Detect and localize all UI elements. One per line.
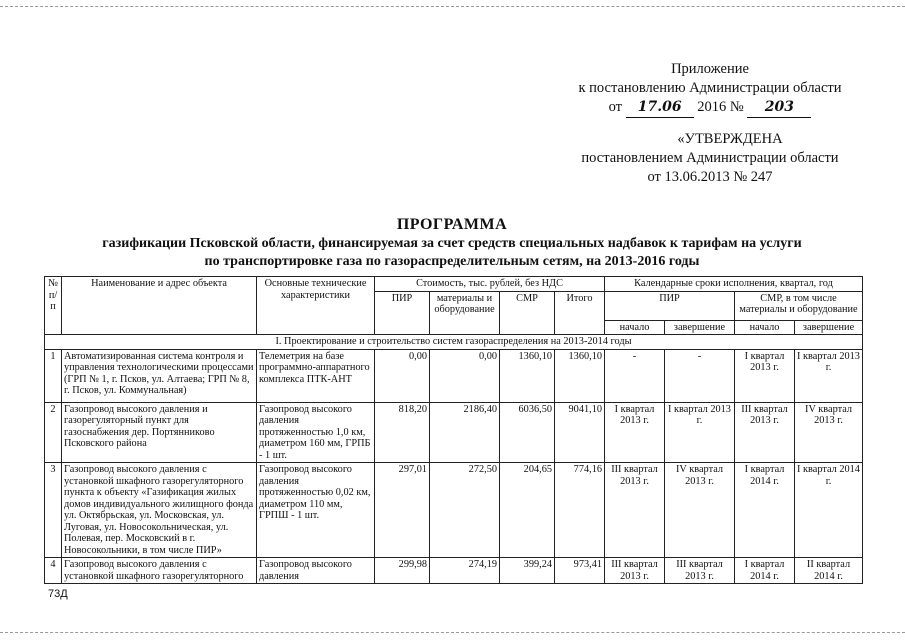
row-specs: Газопровод высокого давления [257,558,375,584]
header-end-smr: завершение [795,320,863,335]
row-materials: 2186,40 [430,402,500,463]
header-cal-smr: СМР, в том числе материалы и оборудование [735,291,863,320]
header-materials: материалы и оборудование [430,291,500,335]
row-smr-end: II квартал 2014 г. [795,558,863,584]
appendix-line2: к постановлению Администрации области [578,80,842,96]
row-smr: 6036,50 [500,402,555,463]
header-start-smr: начало [735,320,795,335]
handwritten-date: 17.06 [626,98,694,118]
approved-line1: «УТВЕРЖДЕНА [677,131,783,147]
row-smr: 204,65 [500,463,555,558]
row-total: 774,16 [555,463,605,558]
row-pir-end: IV квартал 2013 г. [665,463,735,558]
row-smr: 399,24 [500,558,555,584]
row-total: 9041,10 [555,402,605,463]
row-materials: 0,00 [430,349,500,402]
row-specs: Телеметрия на базе программно-аппаратного комплекса ПТК-АНТ [257,349,375,402]
row-total: 973,41 [555,558,605,584]
header-name: Наименование и адрес объекта [62,277,257,335]
appendix-date-line [560,98,860,118]
appendix-from-label: от [608,99,623,115]
approved-line2: постановлением Администрации области [581,150,839,166]
row-pir-start: I квартал 2013 г. [605,402,665,463]
header-cal-pir: ПИР [605,291,735,320]
row-total: 1360,10 [555,349,605,402]
row-pir-end: - [665,349,735,402]
row-smr-end: IV квартал 2013 г. [795,402,863,463]
row-smr-start: III квартал 2013 г. [735,402,795,463]
row-pir: 818,20 [375,402,430,463]
row-smr-end: I квартал 2013 г. [795,349,863,402]
row-num: 4 [45,558,62,584]
header-num: № п/п [45,277,62,335]
program-table [44,276,863,584]
approved-block [560,130,860,187]
row-smr: 1360,10 [500,349,555,402]
row-materials: 274,19 [430,558,500,584]
header-calendar: Календарные сроки исполнения, квартал, год [605,277,863,292]
row-pir-start: - [605,349,665,402]
row-smr-start: I квартал 2014 г. [735,463,795,558]
top-dashed-edge [0,6,905,7]
table-row [45,402,863,463]
row-pir-start: III квартал 2013 г. [605,463,665,558]
row-pir: 297,01 [375,463,430,558]
row-specs: Газопровод высокого давления протяженностью 0,02 км, диаметром 110 мм, ГРПШ - 1 шт. [257,463,375,558]
appendix-year: 2016 № [697,99,744,115]
row-smr-end: I квартал 2014 г. [795,463,863,558]
header-start-pir: начало [605,320,665,335]
header-row-1 [45,277,863,292]
title-line2: газификации Псковской области, финансируемая за счет средств специальных надбавок к тарифам на услуги [102,236,802,251]
handwritten-number: 203 [747,98,811,118]
header-total: Итого [555,291,605,335]
appendix-block [560,60,860,118]
row-pir: 299,98 [375,558,430,584]
row-name: Газопровод высокого давления и газорегуляторный пункт для газоснабжения дер. Портянниково Псковского района [62,402,257,463]
section-row [45,335,863,350]
bottom-dashed-edge [0,632,905,633]
header-pir: ПИР [375,291,430,335]
row-num: 1 [45,349,62,402]
row-pir-end: III квартал 2013 г. [665,558,735,584]
row-name: Газопровод высокого давления с установкой шкафного газорегуляторного пункта к объекту «Газификация жилых домов индивидуального жилищного фонда ул. Октябрьская, ул. Московская, ул. Луговая, ул. Новосокольническая, ул. Полевая, пер. Московский в г. Новосокольники, в том числе ПИР» [62,463,257,558]
row-name: Газопровод высокого давления с установкой шкафного газорегуляторного [62,558,257,584]
row-num: 3 [45,463,62,558]
title-line3: по транспортировке газа по газораспределительным сетям, на 2013-2016 годы [204,254,700,269]
row-smr-start: I квартал 2013 г. [735,349,795,402]
table-row [45,463,863,558]
page-code: 73Д [48,588,68,600]
table-row [45,558,863,584]
row-specs: Газопровод высокого давления протяженностью 1,0 км, диаметром 160 мм, ГРПБ - 1 шт. [257,402,375,463]
table-row [45,349,863,402]
row-num: 2 [45,402,62,463]
header-specs: Основные технические характеристики [257,277,375,335]
row-pir-start: III квартал 2013 г. [605,558,665,584]
row-pir: 0,00 [375,349,430,402]
row-materials: 272,50 [430,463,500,558]
appendix-line1: Приложение [671,61,749,77]
row-pir-end: I квартал 2013 г. [665,402,735,463]
program-title [44,215,860,271]
section-title: I. Проектирование и строительство систем газораспределения на 2013-2014 годы [45,335,863,350]
header-cost: Стоимость, тыс. рублей, без НДС [375,277,605,292]
header-end-pir: завершение [665,320,735,335]
approved-line3: от 13.06.2013 № 247 [647,169,773,185]
header-smr: СМР [500,291,555,335]
title-line1: ПРОГРАММА [396,216,508,233]
row-name: Автоматизированная система контроля и управления технологическими процессами (ГРП № 1, г. Псков, ул. Алтаева; ГРП № 8, г. Псков, ул. Коммунальная) [62,349,257,402]
row-smr-start: I квартал 2014 г. [735,558,795,584]
